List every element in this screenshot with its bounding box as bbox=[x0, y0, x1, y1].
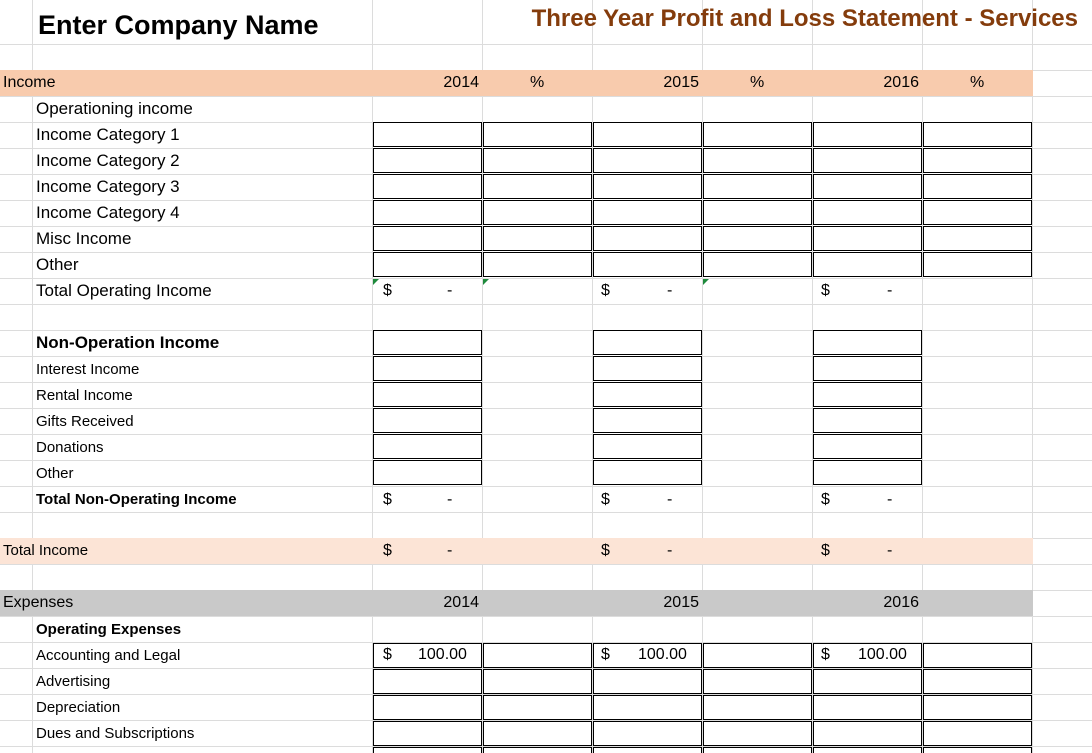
total-value-dash[interactable]: - bbox=[887, 491, 893, 508]
total-non-operating-label[interactable]: Total Non-Operating Income bbox=[36, 491, 237, 508]
income-header-band bbox=[0, 70, 1033, 96]
currency-symbol[interactable]: $ bbox=[383, 491, 392, 508]
income-input-cell[interactable] bbox=[593, 148, 702, 173]
income-input-cell[interactable] bbox=[703, 252, 812, 277]
income-input-cell[interactable] bbox=[813, 252, 922, 277]
non-op-input-cell[interactable] bbox=[593, 408, 702, 433]
gridline bbox=[0, 382, 1092, 383]
income-input-cell[interactable] bbox=[483, 174, 592, 199]
expense-input-cell[interactable] bbox=[703, 721, 812, 746]
total-value-dash[interactable]: - bbox=[887, 282, 893, 299]
currency-symbol[interactable]: $ bbox=[601, 282, 610, 299]
gridline bbox=[0, 44, 1092, 45]
income-input-cell[interactable] bbox=[813, 226, 922, 251]
income-row-label[interactable]: Income Category 1 bbox=[36, 125, 180, 144]
income-row-label[interactable]: Misc Income bbox=[36, 229, 132, 248]
income-pct-2016[interactable]: % bbox=[970, 74, 985, 91]
non-op-input-cell[interactable] bbox=[813, 460, 922, 485]
expenses-year-2016[interactable]: 2016 bbox=[883, 594, 919, 611]
income-year-2016[interactable]: 2016 bbox=[883, 74, 919, 91]
gridline bbox=[0, 564, 1092, 565]
income-input-cell[interactable] bbox=[703, 200, 812, 225]
non-op-input-cell[interactable] bbox=[813, 408, 922, 433]
gridline bbox=[0, 304, 1092, 305]
non-operating-heading[interactable]: Non-Operation Income bbox=[36, 333, 220, 352]
total-value-dash[interactable]: - bbox=[447, 282, 453, 299]
expense-input-cell[interactable] bbox=[483, 747, 592, 753]
expense-row-label[interactable]: Accounting and Legal bbox=[36, 647, 181, 664]
total-value-dash[interactable]: - bbox=[667, 282, 673, 299]
income-input-cell[interactable] bbox=[923, 226, 1032, 251]
non-op-row-label[interactable]: Donations bbox=[36, 439, 104, 456]
income-input-cell[interactable] bbox=[703, 148, 812, 173]
income-year-2015[interactable]: 2015 bbox=[663, 74, 699, 91]
non-op-row-label[interactable]: Rental Income bbox=[36, 387, 133, 404]
income-year-2014[interactable]: 2014 bbox=[443, 74, 479, 91]
gridline bbox=[702, 0, 703, 753]
expenses-year-2014[interactable]: 2014 bbox=[443, 594, 479, 611]
expense-input-cell[interactable] bbox=[703, 669, 812, 694]
expense-value[interactable]: 100.00 bbox=[638, 646, 687, 663]
currency-symbol[interactable]: $ bbox=[601, 542, 610, 559]
expense-row-label[interactable]: Depreciation bbox=[36, 699, 121, 716]
expense-input-cell[interactable] bbox=[483, 643, 592, 668]
income-pct-2014[interactable]: % bbox=[530, 74, 545, 91]
expense-input-cell[interactable] bbox=[483, 721, 592, 746]
expense-input-cell[interactable] bbox=[483, 695, 592, 720]
expense-input-cell[interactable] bbox=[593, 695, 702, 720]
expense-value[interactable]: 100.00 bbox=[418, 646, 467, 663]
income-input-cell[interactable] bbox=[923, 174, 1032, 199]
income-input-cell[interactable] bbox=[593, 252, 702, 277]
gridline bbox=[482, 0, 483, 753]
income-input-cell[interactable] bbox=[373, 200, 482, 225]
gridline bbox=[1032, 0, 1033, 753]
expense-input-cell[interactable] bbox=[593, 721, 702, 746]
company-name[interactable]: Enter Company Name bbox=[38, 10, 319, 40]
non-op-input-cell[interactable] bbox=[593, 434, 702, 459]
currency-symbol[interactable]: $ bbox=[383, 282, 392, 299]
non-op-input-cell[interactable] bbox=[373, 460, 482, 485]
expense-input-cell[interactable] bbox=[373, 721, 482, 746]
currency-symbol[interactable]: $ bbox=[383, 542, 392, 559]
currency-symbol[interactable]: $ bbox=[821, 542, 830, 559]
expense-input-cell[interactable] bbox=[483, 669, 592, 694]
non-op-input-cell[interactable] bbox=[813, 382, 922, 407]
expenses-header-label[interactable]: Expenses bbox=[3, 594, 74, 611]
gridline bbox=[922, 0, 923, 753]
income-input-cell[interactable] bbox=[373, 252, 482, 277]
currency-symbol[interactable]: $ bbox=[601, 491, 610, 508]
expense-input-cell[interactable] bbox=[923, 643, 1032, 668]
income-input-cell[interactable] bbox=[813, 122, 922, 147]
expense-input-cell[interactable] bbox=[923, 721, 1032, 746]
expense-input-cell[interactable] bbox=[813, 695, 922, 720]
non-op-input-cell[interactable] bbox=[373, 382, 482, 407]
income-input-cell[interactable] bbox=[483, 122, 592, 147]
gridline bbox=[0, 434, 1092, 435]
income-input-cell[interactable] bbox=[703, 174, 812, 199]
non-op-row-label[interactable]: Gifts Received bbox=[36, 413, 134, 430]
error-indicator-icon[interactable] bbox=[483, 279, 489, 285]
gridline bbox=[32, 0, 33, 753]
expense-input-cell[interactable] bbox=[703, 747, 812, 753]
non-op-input-cell[interactable] bbox=[813, 330, 922, 355]
expense-row-label[interactable]: Advertising bbox=[36, 673, 111, 690]
income-input-cell[interactable] bbox=[593, 200, 702, 225]
expense-input-cell[interactable] bbox=[923, 695, 1032, 720]
total-value-dash[interactable]: - bbox=[447, 491, 453, 508]
expenses-header-band bbox=[0, 590, 1033, 616]
non-op-input-cell[interactable] bbox=[593, 330, 702, 355]
non-op-row-label[interactable]: Interest Income bbox=[36, 361, 140, 378]
expense-input-cell[interactable] bbox=[923, 669, 1032, 694]
income-input-cell[interactable] bbox=[593, 122, 702, 147]
expense-input-cell[interactable] bbox=[373, 695, 482, 720]
income-input-cell[interactable] bbox=[703, 226, 812, 251]
error-indicator-icon[interactable] bbox=[703, 279, 709, 285]
operating-income-heading[interactable]: Operationing income bbox=[36, 99, 193, 118]
income-input-cell[interactable] bbox=[813, 174, 922, 199]
non-op-input-cell[interactable] bbox=[373, 330, 482, 355]
gridline bbox=[0, 460, 1092, 461]
income-input-cell[interactable] bbox=[483, 200, 592, 225]
non-op-input-cell[interactable] bbox=[813, 434, 922, 459]
income-input-cell[interactable] bbox=[483, 148, 592, 173]
currency-symbol[interactable]: $ bbox=[821, 282, 830, 299]
expense-input-cell[interactable] bbox=[703, 643, 812, 668]
income-input-cell[interactable] bbox=[593, 226, 702, 251]
expense-row-label[interactable]: Dues and Subscriptions bbox=[36, 725, 195, 742]
expense-input-cell[interactable] bbox=[703, 695, 812, 720]
expense-input-cell[interactable] bbox=[593, 669, 702, 694]
expense-input-cell[interactable] bbox=[373, 747, 482, 753]
total-value-dash[interactable]: - bbox=[887, 542, 893, 559]
non-op-input-cell[interactable] bbox=[593, 356, 702, 381]
total-value-dash[interactable]: - bbox=[667, 491, 673, 508]
gridline bbox=[0, 408, 1092, 409]
expenses-year-2015[interactable]: 2015 bbox=[663, 594, 699, 611]
income-input-cell[interactable] bbox=[373, 174, 482, 199]
currency-symbol[interactable]: $ bbox=[821, 491, 830, 508]
currency-symbol[interactable]: $ bbox=[821, 646, 830, 663]
income-row-label[interactable]: Other bbox=[36, 255, 79, 274]
income-row-label[interactable]: Income Category 2 bbox=[36, 151, 180, 170]
income-input-cell[interactable] bbox=[813, 148, 922, 173]
non-op-input-cell[interactable] bbox=[813, 356, 922, 381]
non-op-row-label[interactable]: Other bbox=[36, 465, 74, 482]
income-input-cell[interactable] bbox=[483, 226, 592, 251]
total-value-dash[interactable]: - bbox=[667, 542, 673, 559]
currency-symbol[interactable]: $ bbox=[383, 646, 392, 663]
sheet-title[interactable]: Three Year Profit and Loss Statement - Services bbox=[531, 5, 1078, 32]
non-op-input-cell[interactable] bbox=[373, 408, 482, 433]
non-op-input-cell[interactable] bbox=[373, 356, 482, 381]
income-pct-2015[interactable]: % bbox=[750, 74, 765, 91]
expense-value[interactable]: 100.00 bbox=[858, 646, 907, 663]
income-input-cell[interactable] bbox=[923, 200, 1032, 225]
income-row-label[interactable]: Income Category 4 bbox=[36, 203, 180, 222]
total-value-dash[interactable]: - bbox=[447, 542, 453, 559]
total-income-label[interactable]: Total Income bbox=[3, 542, 89, 559]
total-operating-income-label[interactable]: Total Operating Income bbox=[36, 281, 212, 300]
expense-input-cell[interactable] bbox=[923, 747, 1032, 753]
income-input-cell[interactable] bbox=[923, 148, 1032, 173]
expense-input-cell[interactable] bbox=[813, 747, 922, 753]
total-income-band bbox=[0, 538, 1033, 564]
operating-expenses-heading[interactable]: Operating Expenses bbox=[36, 621, 182, 638]
income-input-cell[interactable] bbox=[483, 252, 592, 277]
non-op-input-cell[interactable] bbox=[593, 382, 702, 407]
income-row-label[interactable]: Income Category 3 bbox=[36, 177, 180, 196]
expense-input-cell[interactable] bbox=[813, 721, 922, 746]
income-input-cell[interactable] bbox=[923, 252, 1032, 277]
income-input-cell[interactable] bbox=[373, 148, 482, 173]
expense-input-cell[interactable] bbox=[813, 669, 922, 694]
income-input-cell[interactable] bbox=[813, 200, 922, 225]
expense-input-cell[interactable] bbox=[373, 669, 482, 694]
income-input-cell[interactable] bbox=[593, 174, 702, 199]
income-input-cell[interactable] bbox=[923, 122, 1032, 147]
income-header-label[interactable]: Income bbox=[3, 74, 56, 91]
income-input-cell[interactable] bbox=[373, 122, 482, 147]
income-input-cell[interactable] bbox=[703, 122, 812, 147]
error-indicator-icon[interactable] bbox=[373, 279, 379, 285]
currency-symbol[interactable]: $ bbox=[601, 646, 610, 663]
gridline bbox=[0, 356, 1092, 357]
non-op-input-cell[interactable] bbox=[373, 434, 482, 459]
income-input-cell[interactable] bbox=[373, 226, 482, 251]
expense-input-cell[interactable] bbox=[593, 747, 702, 753]
non-op-input-cell[interactable] bbox=[593, 460, 702, 485]
